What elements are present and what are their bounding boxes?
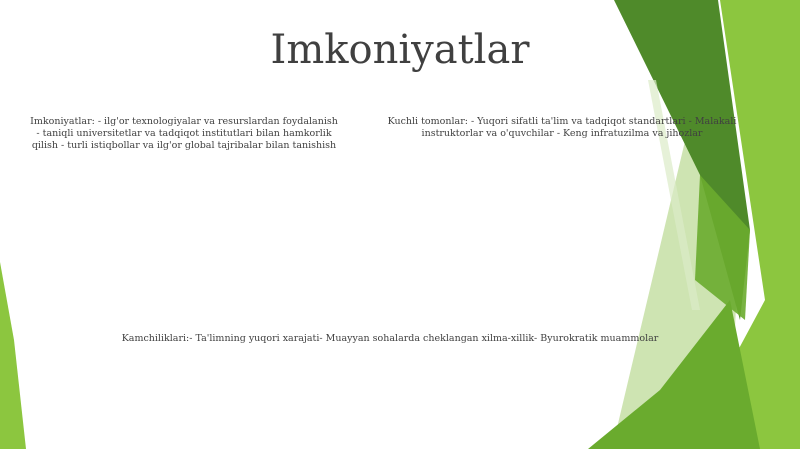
left-edge-wedge	[0, 262, 26, 449]
opportunities-text: Imkoniyatlar: - ilg'or texnologiyalar va resurslardan foydalanish - taniqli universitetlar va tadqiqot institutlari bilan hamkorlik qilish - turli istiqbollar va ilg'or global tajribalar bilan tanishish	[30, 116, 338, 151]
weaknesses-text: Kamchiliklari:- Ta'limning yuqori xarajati- Muayyan sohalarda cheklangan xilma-xillik- Byurokratik muammolar	[121, 333, 659, 344]
slide-title: Imkoniyatlar	[270, 27, 530, 73]
strengths-text: Kuchli tomonlar: - Yuqori sifatli ta'lim va tadqiqot standartlari - Malakali instruktorlar va o'quvchilar - Keng infratuzilma va jihozlar	[387, 116, 737, 139]
